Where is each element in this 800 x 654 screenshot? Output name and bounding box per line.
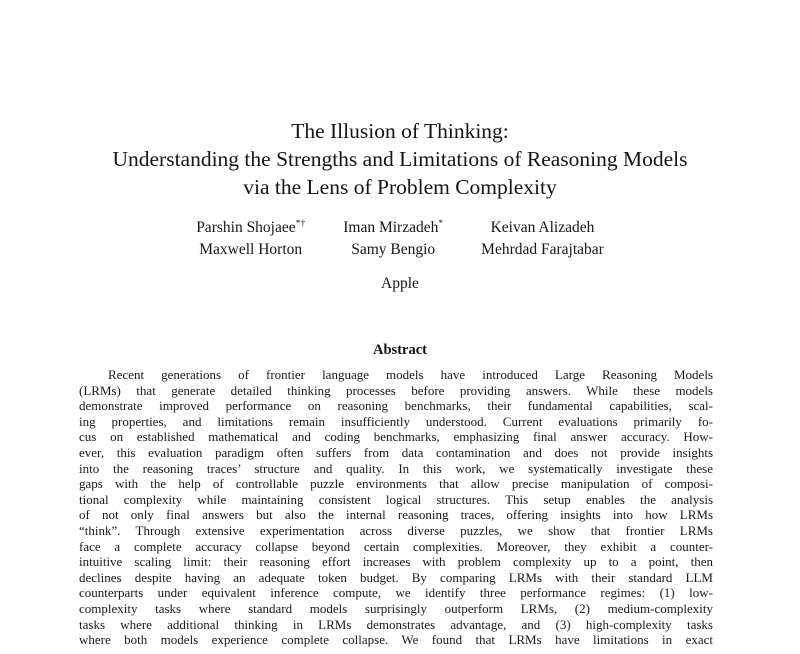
- paper-title: [0, 117, 800, 201]
- abstract-line: gaps with the help of controllable puzzle environments that allow precise manipulation of composi-: [79, 476, 713, 492]
- author-marker: *†: [295, 217, 306, 229]
- abstract-line: counterparts under equivalent inference compute, we identify three performance regimes: (1) low-: [79, 585, 713, 601]
- paper-title-line-3: via the Lens of Problem Complexity: [243, 175, 557, 199]
- author-name: Mehrdad Farajtabar: [481, 241, 604, 258]
- paper-title-line-2: Understanding the Strengths and Limitations of Reasoning Models: [112, 147, 688, 171]
- author-name: Iman Mirzadeh: [343, 219, 439, 236]
- abstract-line: where both models experience complete collapse. We found that LRMs have limitations in exact: [79, 632, 713, 648]
- abstract-line: face a complete accuracy collapse beyond certain complexities. Moreover, they exhibit a counter-: [79, 538, 713, 554]
- author-samy-bengio: [343, 239, 443, 261]
- abstract-line: into the reasoning traces’ structure and quality. In this work, we systematically investigate these: [79, 460, 713, 476]
- author-name: Maxwell Horton: [199, 241, 303, 258]
- abstract-body: [79, 367, 713, 648]
- abstract-line: intuitive scaling limit: their reasoning effort increases with problem complexity up to a point, then: [79, 554, 713, 570]
- abstract-line: (LRMs) that generate detailed thinking processes before providing answers. While these models: [79, 382, 713, 398]
- author-iman-mirzadeh: [343, 217, 443, 239]
- affiliation: Apple: [381, 275, 419, 292]
- abstract-line: ing properties, and limitations remain insufficiently understood. Current evaluations primarily fo-: [79, 413, 713, 429]
- author-name: Parshin Shojaee: [196, 219, 296, 236]
- author-name: Samy Bengio: [351, 241, 436, 258]
- author-parshin-shojaee: [196, 217, 305, 239]
- author-maxwell-horton: [196, 239, 305, 261]
- author-block: [0, 217, 800, 261]
- abstract-line: “think”. Through extensive experimentation across diverse puzzles, we show that frontier LRMs: [79, 522, 713, 538]
- abstract-line: Recent generations of frontier language models have introduced Large Reasoning Models: [108, 367, 713, 382]
- abstract-line: ever, this evaluation paradigm often suffers from data contamination and does not provide insights: [79, 444, 713, 460]
- abstract-line: tasks where additional thinking in LRMs demonstrates advantage, and (3) high-complexity tasks: [79, 616, 713, 632]
- author-name: Keivan Alizadeh: [490, 219, 595, 236]
- paper-title-line-1: The Illusion of Thinking:: [291, 119, 509, 143]
- abstract-line: tional complexity while maintaining consistent logical structures. This setup enables the analysis: [79, 491, 713, 507]
- author-marker: *: [438, 217, 444, 229]
- abstract-line: declines despite having an adequate token budget. By comparing LRMs with their standard LLM: [79, 569, 713, 585]
- abstract-line: complexity tasks where standard models surprisingly outperform LRMs, (2) medium-complexity: [79, 600, 713, 616]
- abstract-heading: Abstract: [373, 342, 427, 358]
- abstract-line: cus on established mathematical and coding benchmarks, emphasizing final answer accuracy. How-: [79, 429, 713, 445]
- abstract-line: of not only final answers but also the internal reasoning traces, offering insights into how LRMs: [79, 507, 713, 523]
- author-keivan-alizadeh: [481, 217, 604, 239]
- author-mehrdad-farajtabar: [481, 239, 604, 261]
- abstract-line: demonstrate improved performance on reasoning benchmarks, their fundamental capabilities, scal-: [79, 398, 713, 414]
